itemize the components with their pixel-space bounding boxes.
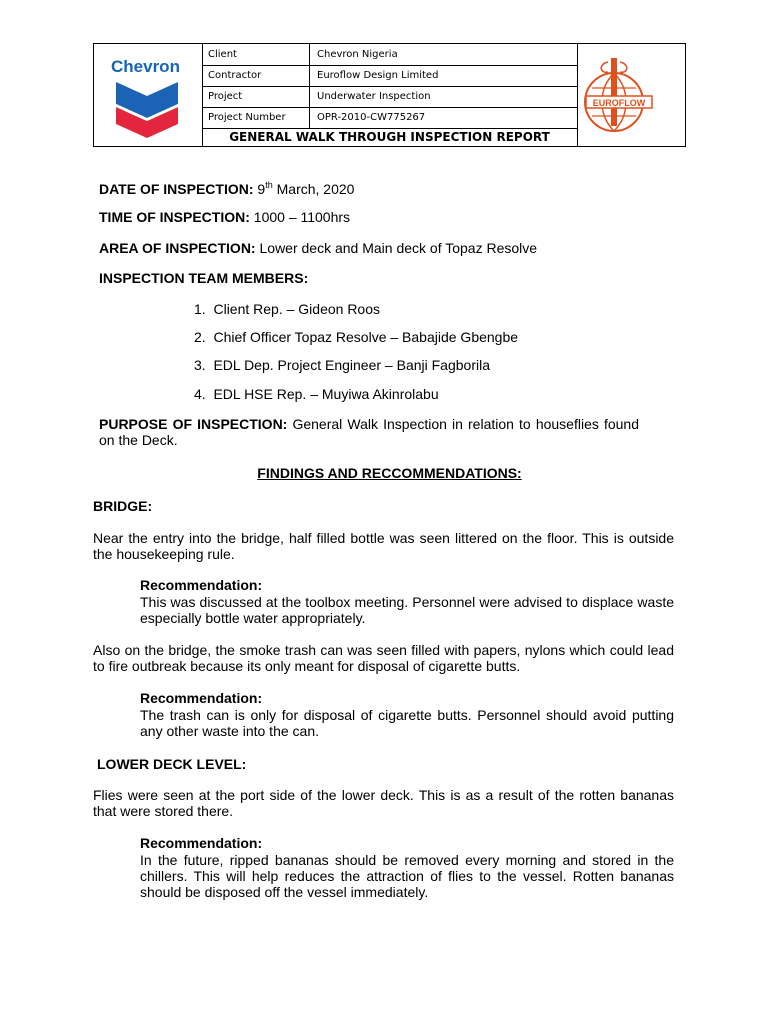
header-table (93, 43, 686, 147)
lower-deck-recommendation-1: In the future, ripped bananas should be removed every morning and stored in the chillers. This will help reduces the attraction of flies to the vessel. Rotten bananas should be disposed off the vessel immediately. (140, 852, 674, 900)
time-of-inspection (99, 209, 350, 225)
info-label: Client (202, 44, 310, 65)
team-member-text: EDL Dep. Project Engineer – Banji Fagborila (213, 357, 490, 373)
time-label: TIME OF INSPECTION: (99, 209, 250, 225)
info-label: Project Number (202, 107, 310, 128)
area-value: Lower deck and Main deck of Topaz Resolve (259, 240, 538, 256)
team-member-text: EDL HSE Rep. – Muyiwa Akinrolabu (213, 386, 439, 402)
team-member: 3. EDL Dep. Project Engineer – Banji Fagborila (194, 357, 490, 373)
team-member-text: Client Rep. – Gideon Roos (213, 301, 381, 317)
area-label: AREA OF INSPECTION: (99, 240, 256, 256)
recommendation-label: Recommendation: (140, 835, 263, 851)
bridge-finding-2: Also on the bridge, the smoke trash can was seen filled with papers, nylons which could lead to fire outbreak because its only meant for disposal of cigarette butts. (93, 642, 674, 674)
findings-heading: FINDINGS AND RECCOMMENDATIONS: (257, 465, 522, 481)
time-value: 1000 – 1100hrs (253, 209, 351, 225)
info-row-client (202, 44, 577, 66)
info-value: Underwater Inspection (317, 91, 431, 102)
team-member-text: Chief Officer Topaz Resolve – Babajide Gbengbe (213, 329, 519, 345)
info-label: Project (202, 86, 310, 107)
date-rest: March, 2020 (276, 181, 355, 197)
team-member: 1. Client Rep. – Gideon Roos (194, 301, 381, 317)
info-label: Contractor (202, 65, 310, 86)
purpose-label: PURPOSE OF INSPECTION: (99, 416, 288, 432)
team-heading: INSPECTION TEAM MEMBERS: (99, 270, 309, 286)
chevron-logo (94, 44, 203, 146)
brand-name: Chevron (111, 57, 180, 76)
bridge-heading: BRIDGE: (93, 498, 153, 514)
area-of-inspection (99, 240, 537, 256)
chevron-chevrons-icon (94, 44, 202, 146)
euroflow-logo (577, 44, 686, 146)
euroflow-logo-text: EUROFLOW (592, 98, 646, 108)
recommendation-label: Recommendation: (140, 690, 263, 706)
bridge-finding-1: Near the entry into the bridge, half filled bottle was seen littered on the floor. This is outside the housekeeping rule. (93, 530, 674, 562)
euroflow-emblem-icon (578, 44, 686, 146)
team-member: 2. Chief Officer Topaz Resolve – Babajide Gbengbe (194, 329, 519, 345)
info-value: Chevron Nigeria (317, 49, 398, 60)
bridge-recommendation-1: This was discussed at the toolbox meeting. Personnel were advised to displace waste especially bottle water appropriately. (140, 594, 674, 626)
team-member: 4. EDL HSE Rep. – Muyiwa Akinrolabu (194, 386, 439, 402)
info-row-contractor (202, 65, 577, 87)
date-suffix: th (265, 180, 273, 190)
info-value: OPR-2010-CW775267 (317, 112, 426, 123)
project-info (202, 44, 577, 146)
purpose-value: General Walk Inspection in relation to houseflies found on the Deck. (99, 416, 639, 448)
date-day: 9 (257, 181, 266, 197)
info-value: Euroflow Design Limited (317, 70, 439, 81)
date-of-inspection (99, 181, 354, 197)
lower-deck-heading: LOWER DECK LEVEL: (97, 756, 247, 772)
report-title: GENERAL WALK THROUGH INSPECTION REPORT (229, 130, 550, 144)
date-label: DATE OF INSPECTION: (99, 181, 254, 197)
lower-deck-finding-1: Flies were seen at the port side of the lower deck. This is as a result of the rotten bananas that were stored there. (93, 787, 674, 819)
recommendation-label: Recommendation: (140, 577, 263, 593)
purpose-of-inspection (99, 416, 639, 448)
info-row-project (202, 86, 577, 108)
info-row-project-number (202, 107, 577, 129)
bridge-recommendation-2: The trash can is only for disposal of cigarette butts. Personnel should avoid putting any other waste into the can. (140, 707, 674, 739)
